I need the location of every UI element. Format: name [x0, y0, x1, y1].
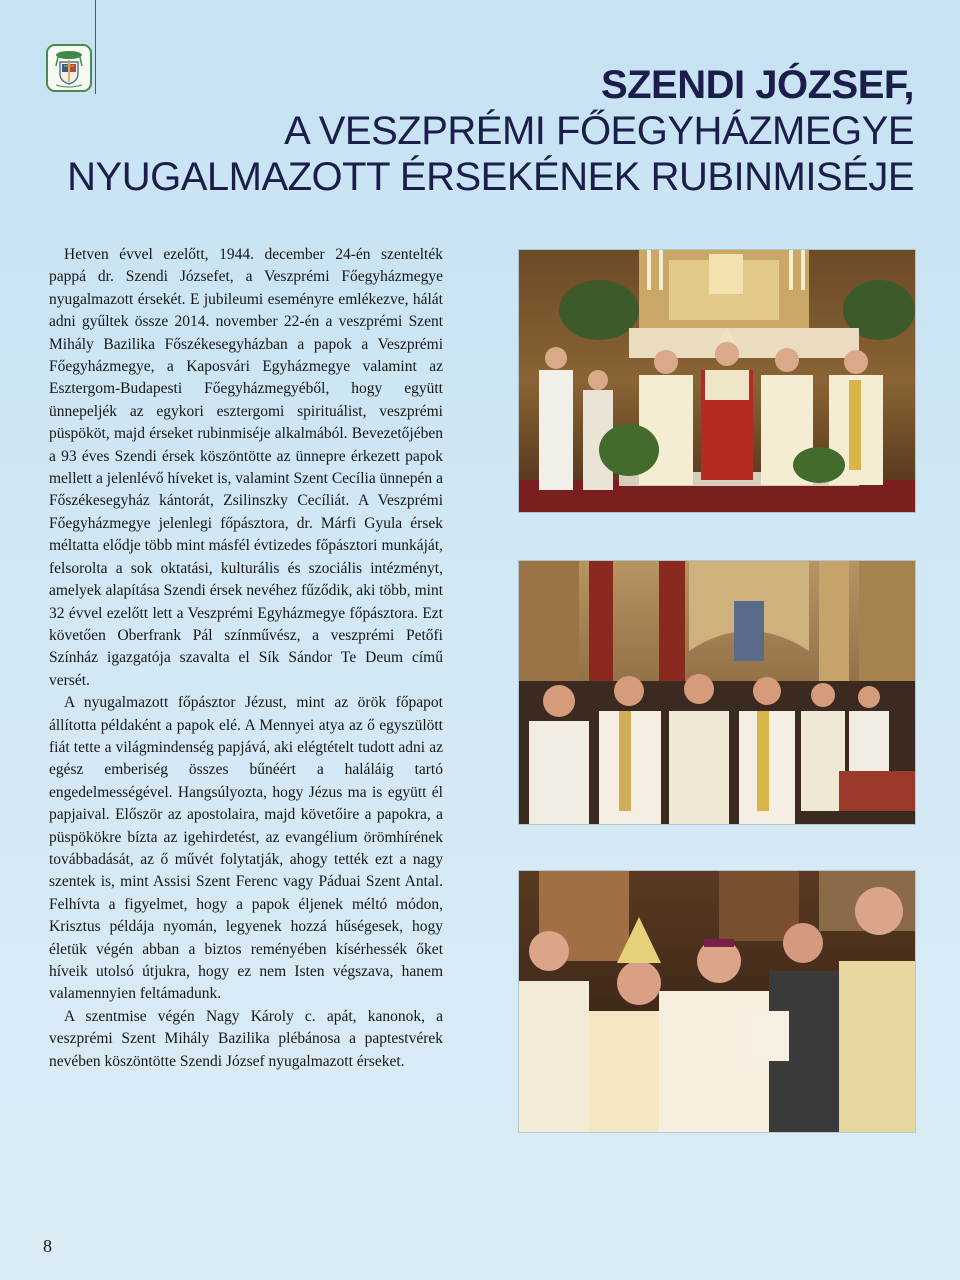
page-number: 8 [43, 1236, 52, 1256]
article-body [49, 244, 443, 1073]
photo-procession [519, 561, 915, 824]
paragraph-1: Hetven évvel ezelőtt, 1944. december 24-én szentelték pappá dr. Szendi Józsefet, a Veszprémi Főegyházmegye nyugalmazott érsekét. E jubileumi eseményre emlékezve, hálát adni gyűltek össze 2014. november 22-én a veszprémi Szent Mihály Bazilika Főszékesegyházban a papok a Veszprémi Főegyházmegye, a Kaposvári Egyházmegye valamint az Esztergom-Budapesti Főegyházmegyéből, hogy együtt ünnepeljék az egykori esztergomi spirituálist, veszprémi püspököt, majd érseket rubinmiséje alkalmából. Bevezetőjében a 93 éves Szendi érsek köszöntötte az ünnepre érkezett papok mellett a jelenlévő híveket is, valamint Szent Cecília ünnepén a Főszékesegyház kántorát, Zsilinszky Cecíliát. A Veszprémi Főegyházmegye jelenlegi főpásztora, dr. Márfi Gyula érsek méltatta elődje több mint másfél évtizedes főpásztori munkáját, felsorolta a sok oktatási, kulturális és szociális intézményt, amelyek alapítása Szendi érsek nevéhez fűződik, aki több, mint 32 évvel ezelőtt lett a Veszprémi Egyházmegye főpásztora. Ezt követően Oberfrank Pál színművész, a veszprémi Petőfi Színház igazgatója szavalta el Sík Sándor Te Deum című versét. [49, 246, 443, 689]
title-line-2: A VESZPRÉMI FŐEGYHÁZMEGYE [284, 109, 914, 153]
article-title [34, 62, 914, 200]
paragraph-3: A szentmise végén Nagy Károly c. apát, kanonok, a veszprémi Szent Mihály Bazilika plébánosa a paptestvérek nevében köszöntötte Szendi József nyugalmazott érseket. [49, 1007, 443, 1070]
title-line-3: NYUGALMAZOTT ÉRSEKÉNEK RUBINMISÉJE [67, 155, 914, 199]
title-line-1: SZENDI JÓZSEF, [600, 63, 914, 107]
photo-archbishop-greeting [519, 871, 915, 1132]
photo-altar-group [519, 250, 915, 512]
paragraph-2: A nyugalmazott főpásztor Jézust, mint az örök főpapot állította példaként a papok elé. A Mennyei atya az ő egyszülött fiát tette a világmindenség papjává, aki elégtételt tudott adni az egész emberiség összes bűnéért a haláláig tartó engedelmességével. Hangsúlyozta, hogy Jézus ma is együtt él papjaival. Először az apostolaira, majd követőire a papokra, a püspökökre bízta az igehirdetést, az evangélium örömhírének továbbadását, az ő művét folytatják, ahogy tették ezt a nagy szentek is, mint Assisi Szent Ferenc vagy Páduai Szent Antal. Felhívta a figyelmet, hogy a papok éljenek méltó módon, Krisztus példája nyomán, legyenek hozzá hűségesek, hogy életük végén abban a biztos reményében kísérhessék őket híveik utolsó útjukra, hogy ez nem Isten végszava, hanem valamennyien feltámadunk. [49, 694, 443, 1003]
